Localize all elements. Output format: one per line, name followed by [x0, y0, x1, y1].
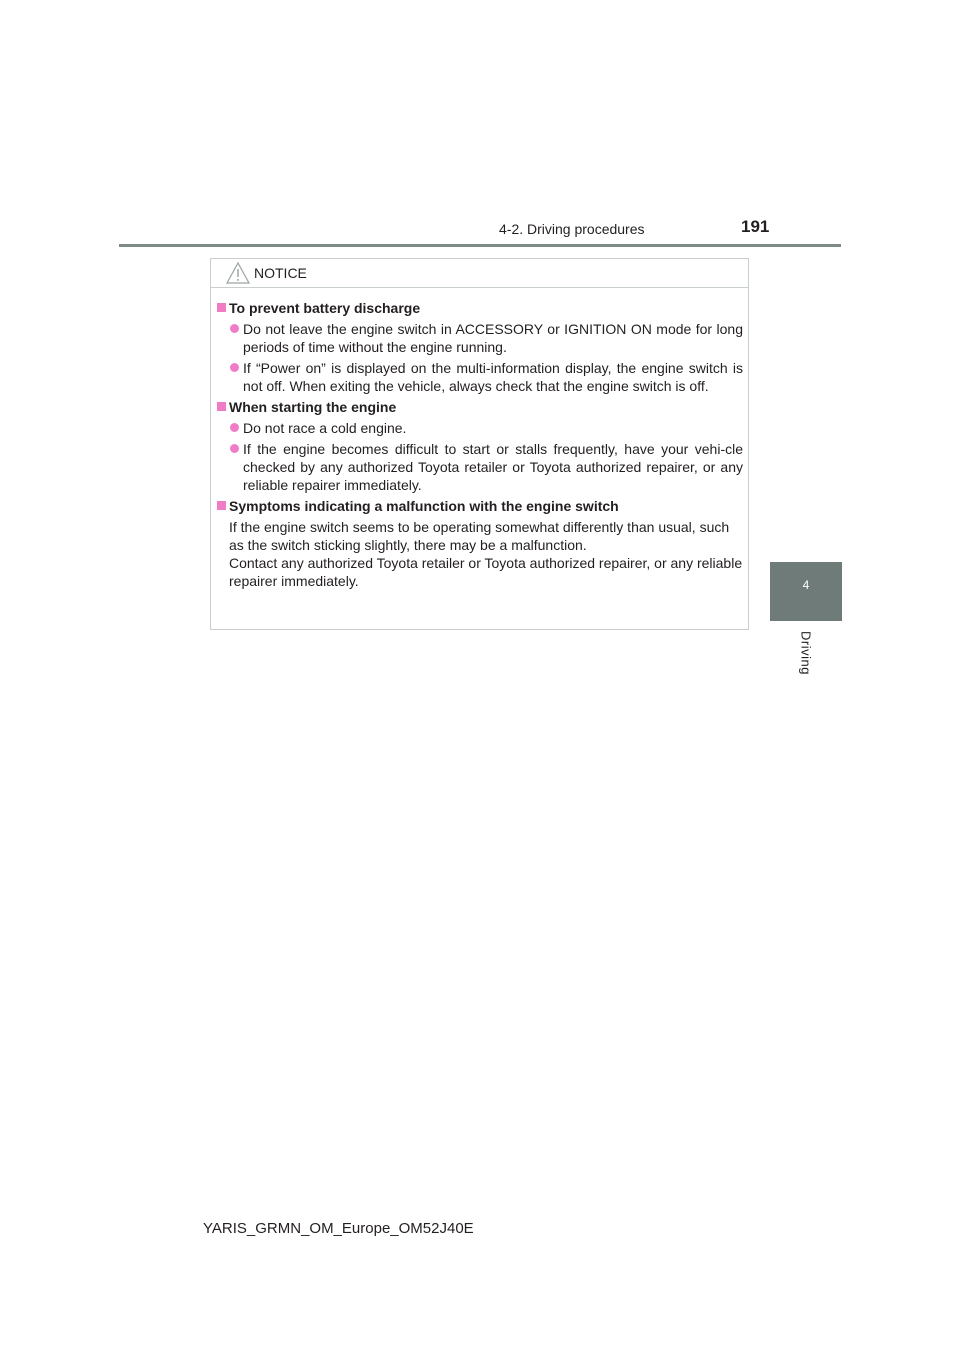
- page-number: 191: [741, 217, 770, 236]
- header-rule: [119, 244, 841, 247]
- paragraph: If the engine switch seems to be operating somewhat differently than usual, such as the switch sticking slightly, there may be a malfunction.: [229, 519, 730, 553]
- header-section-title: 4-2. Driving procedures: [499, 221, 645, 237]
- section-heading: Symptoms indicating a malfunction with the engine switch: [216, 497, 744, 515]
- warning-triangle-icon: [225, 261, 251, 285]
- section-heading: To prevent battery discharge: [216, 299, 744, 317]
- chapter-tab[interactable]: [770, 562, 842, 621]
- list-item: Do not leave the engine switch in ACCESSORY or IGNITION ON mode for long periods of time without the engine running.: [216, 320, 744, 356]
- section-heading: When starting the engine: [216, 398, 744, 416]
- notice-box: [210, 258, 749, 630]
- section-body: [216, 518, 744, 590]
- footer-doc-id: YARIS_GRMN_OM_Europe_OM52J40E: [203, 1220, 474, 1237]
- chapter-label: Driving: [798, 631, 814, 675]
- list-item: If “Power on” is displayed on the multi-information display, the engine switch is not off. When exiting the vehicle, always check that the engine switch is off.: [216, 359, 744, 395]
- notice-title: NOTICE: [254, 265, 307, 281]
- chapter-number: 4: [802, 578, 810, 592]
- list-item: Do not race a cold engine.: [216, 419, 744, 437]
- list-item: If the engine becomes difficult to start or stalls frequently, have your vehi-cle checked by any authorized Toyota retailer or Toyota authorized repairer, or any reliable repairer immediately.: [216, 440, 744, 494]
- notice-header: [211, 259, 748, 288]
- paragraph: Contact any authorized Toyota retailer or Toyota authorized repairer, or any reliable repairer immediately.: [229, 555, 743, 589]
- notice-content: [216, 299, 744, 590]
